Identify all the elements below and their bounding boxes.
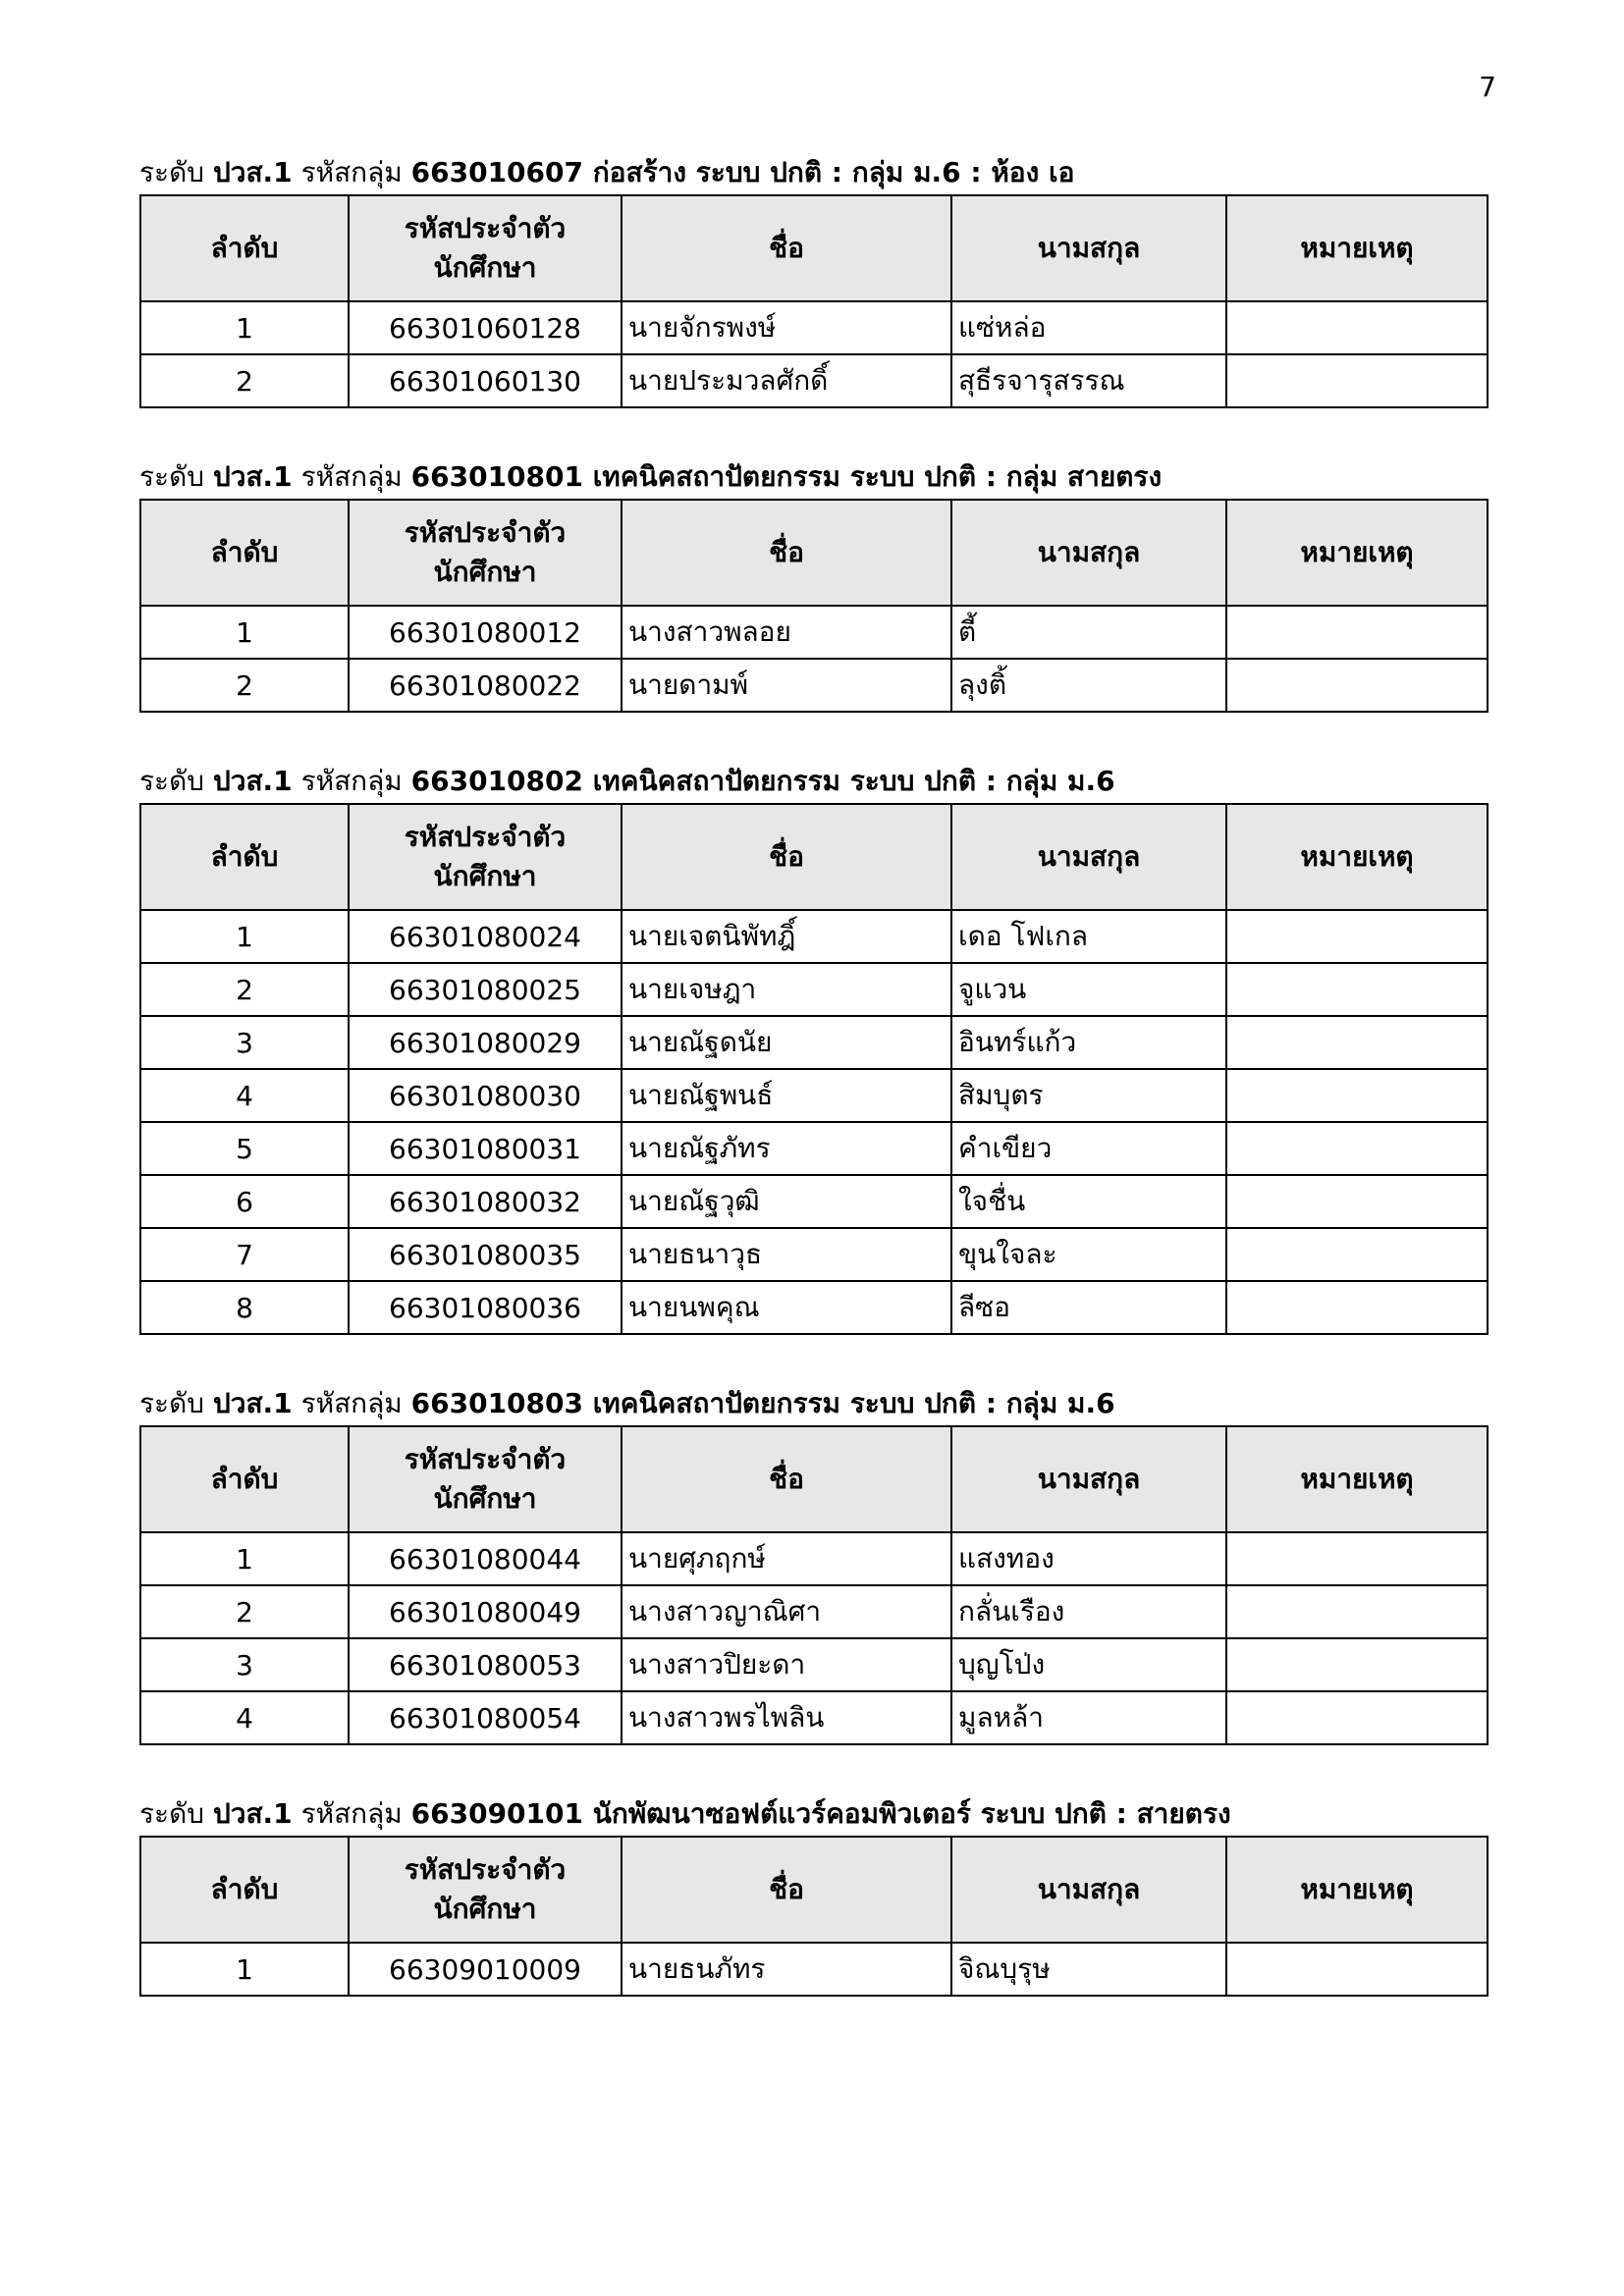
cell-student-id: 66301080036 (349, 1281, 622, 1334)
cell-last-name: สุธีรจารุสรรณ (951, 354, 1226, 407)
level-title: ปวส.1 (212, 460, 293, 493)
cell-first-name: นายนพคุณ (622, 1281, 951, 1334)
header-remark: หมายเหตุ (1226, 1837, 1488, 1943)
cell-first-name: นายณัฐวุฒิ (622, 1175, 951, 1228)
cell-first-name: นายธนาวุธ (622, 1228, 951, 1281)
group-section (139, 155, 1487, 408)
cell-remark (1226, 963, 1488, 1016)
cell-remark (1226, 606, 1488, 659)
table-row (140, 963, 1488, 1016)
table-row (140, 1691, 1488, 1744)
cell-last-name: จิณบุรุษ (951, 1943, 1226, 1996)
cell-remark (1226, 1691, 1488, 1744)
cell-remark (1226, 1175, 1488, 1228)
table-row (140, 1532, 1488, 1585)
cell-order: 1 (140, 301, 349, 354)
cell-remark (1226, 301, 1488, 354)
level-prefix: ระดับ (139, 1387, 205, 1419)
header-last-name: นามสกุล (951, 195, 1226, 301)
cell-order: 1 (140, 1532, 349, 1585)
student-table (139, 194, 1489, 408)
page-number: 7 (1479, 71, 1496, 103)
table-header-row (140, 500, 1488, 606)
cell-order: 6 (140, 1175, 349, 1228)
section-heading (139, 1386, 1487, 1425)
header-remark: หมายเหตุ (1226, 804, 1488, 910)
header-last-name: นามสกุล (951, 500, 1226, 606)
table-row (140, 910, 1488, 963)
student-table (139, 803, 1489, 1335)
group-section (139, 1796, 1487, 1997)
cell-student-id: 66301080053 (349, 1638, 622, 1691)
header-student-id-line2: นักศึกษา (433, 1893, 537, 1925)
level-prefix: ระดับ (139, 1797, 205, 1830)
header-student-id-line1: รหัสประจำตัว (404, 1443, 567, 1475)
level-title: ปวส.1 (212, 765, 293, 797)
level-title: ปวส.1 (212, 1387, 293, 1419)
cell-first-name: นายเจษฎา (622, 963, 951, 1016)
cell-first-name: นายประมวลศักดิ์ (622, 354, 951, 407)
table-row (140, 1281, 1488, 1334)
level-prefix: ระดับ (139, 156, 205, 188)
group-section (139, 1386, 1487, 1745)
cell-student-id: 66301080032 (349, 1175, 622, 1228)
cell-order: 2 (140, 963, 349, 1016)
level-prefix: ระดับ (139, 460, 205, 493)
cell-last-name: แสงทอง (951, 1532, 1226, 1585)
header-student-id-line1: รหัสประจำตัว (404, 1853, 567, 1886)
student-table (139, 499, 1489, 713)
cell-last-name: จูแวน (951, 963, 1226, 1016)
group-section (139, 459, 1487, 713)
cell-first-name: นางสาวญาณิศา (622, 1585, 951, 1638)
cell-order: 7 (140, 1228, 349, 1281)
cell-remark (1226, 910, 1488, 963)
header-first-name: ชื่อ (622, 804, 951, 910)
level-prefix: ระดับ (139, 765, 205, 797)
cell-last-name: สิมบุตร (951, 1069, 1226, 1122)
cell-remark (1226, 1532, 1488, 1585)
header-student-id-line1: รหัสประจำตัว (404, 212, 567, 244)
cell-first-name: นางสาวปิยะดา (622, 1638, 951, 1691)
cell-student-id: 66301080031 (349, 1122, 622, 1175)
table-header-row (140, 1426, 1488, 1532)
cell-remark (1226, 659, 1488, 712)
cell-first-name: นายศุภฤกษ์ (622, 1532, 951, 1585)
header-remark: หมายเหตุ (1226, 195, 1488, 301)
header-student-id-line1: รหัสประจำตัว (404, 516, 567, 549)
group-detail: 663010607 ก่อสร้าง ระบบ ปกติ : กลุ่ม ม.6 : ห้อง เอ (410, 156, 1075, 188)
group-code-label: รหัสกลุ่ม (300, 1797, 403, 1830)
header-order: ลำดับ (140, 500, 349, 606)
table-row (140, 1638, 1488, 1691)
table-row (140, 354, 1488, 407)
level-title: ปวส.1 (212, 1797, 293, 1830)
header-student-id-line2: นักศึกษา (433, 556, 537, 588)
section-heading (139, 1796, 1487, 1836)
header-student-id (349, 1426, 622, 1532)
cell-student-id: 66301080024 (349, 910, 622, 963)
section-heading (139, 459, 1487, 499)
header-first-name: ชื่อ (622, 195, 951, 301)
cell-remark (1226, 1281, 1488, 1334)
header-student-id-line2: นักศึกษา (433, 251, 537, 284)
cell-last-name: ตี้ (951, 606, 1226, 659)
group-code-label: รหัสกลุ่ม (300, 156, 403, 188)
cell-student-id: 66301080012 (349, 606, 622, 659)
header-order: ลำดับ (140, 1426, 349, 1532)
group-detail: 663090101 นักพัฒนาซอฟต์แวร์คอมพิวเตอร์ ระบบ ปกติ : สายตรง (410, 1797, 1231, 1830)
cell-first-name: นายเจตนิพัทฎิ์ (622, 910, 951, 963)
group-detail: 663010801 เทคนิคสถาปัตยกรรม ระบบ ปกติ : กลุ่ม สายตรง (410, 460, 1163, 493)
table-row (140, 1175, 1488, 1228)
header-order: ลำดับ (140, 195, 349, 301)
document-body (139, 155, 1487, 2048)
header-first-name: ชื่อ (622, 1426, 951, 1532)
cell-order: 1 (140, 1943, 349, 1996)
table-row (140, 606, 1488, 659)
group-detail: 663010803 เทคนิคสถาปัตยกรรม ระบบ ปกติ : กลุ่ม ม.6 (410, 1387, 1115, 1419)
cell-first-name: นายณัฐดนัย (622, 1016, 951, 1069)
cell-order: 4 (140, 1069, 349, 1122)
table-row (140, 1016, 1488, 1069)
cell-first-name: นายจักรพงษ์ (622, 301, 951, 354)
cell-remark (1226, 1122, 1488, 1175)
table-header-row (140, 1837, 1488, 1943)
cell-first-name: นายดามพ์ (622, 659, 951, 712)
cell-student-id: 66301080025 (349, 963, 622, 1016)
header-last-name: นามสกุล (951, 1426, 1226, 1532)
cell-order: 1 (140, 910, 349, 963)
cell-last-name: ใจชื่น (951, 1175, 1226, 1228)
group-section (139, 764, 1487, 1335)
cell-remark (1226, 1638, 1488, 1691)
cell-first-name: นางสาวพรไพลิน (622, 1691, 951, 1744)
table-row (140, 1069, 1488, 1122)
student-table (139, 1425, 1489, 1745)
cell-order: 2 (140, 354, 349, 407)
cell-order: 3 (140, 1016, 349, 1069)
header-student-id (349, 804, 622, 910)
header-last-name: นามสกุล (951, 804, 1226, 910)
student-table (139, 1836, 1489, 1997)
header-student-id (349, 1837, 622, 1943)
cell-remark (1226, 354, 1488, 407)
cell-last-name: คำเขียว (951, 1122, 1226, 1175)
group-code-label: รหัสกลุ่ม (300, 460, 403, 493)
section-heading (139, 764, 1487, 803)
table-row (140, 1228, 1488, 1281)
cell-first-name: นางสาวพลอย (622, 606, 951, 659)
cell-student-id: 66309010009 (349, 1943, 622, 1996)
header-last-name: นามสกุล (951, 1837, 1226, 1943)
cell-student-id: 66301080044 (349, 1532, 622, 1585)
section-heading (139, 155, 1487, 194)
cell-student-id: 66301080029 (349, 1016, 622, 1069)
cell-order: 1 (140, 606, 349, 659)
table-row (140, 1585, 1488, 1638)
cell-student-id: 66301060128 (349, 301, 622, 354)
cell-order: 5 (140, 1122, 349, 1175)
header-student-id-line2: นักศึกษา (433, 1482, 537, 1515)
table-row (140, 301, 1488, 354)
group-code-label: รหัสกลุ่ม (300, 1387, 403, 1419)
cell-order: 4 (140, 1691, 349, 1744)
group-code-label: รหัสกลุ่ม (300, 765, 403, 797)
cell-order: 2 (140, 1585, 349, 1638)
cell-first-name: นายณัฐพนธ์ (622, 1069, 951, 1122)
table-row (140, 1943, 1488, 1996)
header-order: ลำดับ (140, 804, 349, 910)
header-first-name: ชื่อ (622, 1837, 951, 1943)
table-row (140, 1122, 1488, 1175)
header-order: ลำดับ (140, 1837, 349, 1943)
cell-remark (1226, 1585, 1488, 1638)
cell-last-name: ลุงติ้ (951, 659, 1226, 712)
cell-last-name: กลั่นเรือง (951, 1585, 1226, 1638)
group-detail: 663010802 เทคนิคสถาปัตยกรรม ระบบ ปกติ : กลุ่ม ม.6 (410, 765, 1115, 797)
cell-remark (1226, 1069, 1488, 1122)
cell-last-name: มูลหล้า (951, 1691, 1226, 1744)
header-student-id-line1: รหัสประจำตัว (404, 821, 567, 853)
cell-remark (1226, 1016, 1488, 1069)
header-student-id (349, 500, 622, 606)
cell-student-id: 66301060130 (349, 354, 622, 407)
cell-student-id: 66301080054 (349, 1691, 622, 1744)
cell-last-name: ขุนใจละ (951, 1228, 1226, 1281)
header-student-id-line2: นักศึกษา (433, 860, 537, 892)
header-remark: หมายเหตุ (1226, 1426, 1488, 1532)
header-remark: หมายเหตุ (1226, 500, 1488, 606)
cell-last-name: อินทร์แก้ว (951, 1016, 1226, 1069)
cell-student-id: 66301080030 (349, 1069, 622, 1122)
cell-remark (1226, 1943, 1488, 1996)
cell-last-name: บุญโป่ง (951, 1638, 1226, 1691)
cell-student-id: 66301080022 (349, 659, 622, 712)
cell-first-name: นายธนภัทร (622, 1943, 951, 1996)
cell-order: 2 (140, 659, 349, 712)
cell-first-name: นายณัฐภัทร (622, 1122, 951, 1175)
level-title: ปวส.1 (212, 156, 293, 188)
table-header-row (140, 195, 1488, 301)
cell-order: 3 (140, 1638, 349, 1691)
cell-last-name: ลีซอ (951, 1281, 1226, 1334)
cell-student-id: 66301080049 (349, 1585, 622, 1638)
cell-remark (1226, 1228, 1488, 1281)
cell-last-name: เดอ โฟเกล (951, 910, 1226, 963)
header-student-id (349, 195, 622, 301)
table-row (140, 659, 1488, 712)
table-header-row (140, 804, 1488, 910)
cell-student-id: 66301080035 (349, 1228, 622, 1281)
cell-order: 8 (140, 1281, 349, 1334)
cell-last-name: แซ่หล่อ (951, 301, 1226, 354)
header-first-name: ชื่อ (622, 500, 951, 606)
